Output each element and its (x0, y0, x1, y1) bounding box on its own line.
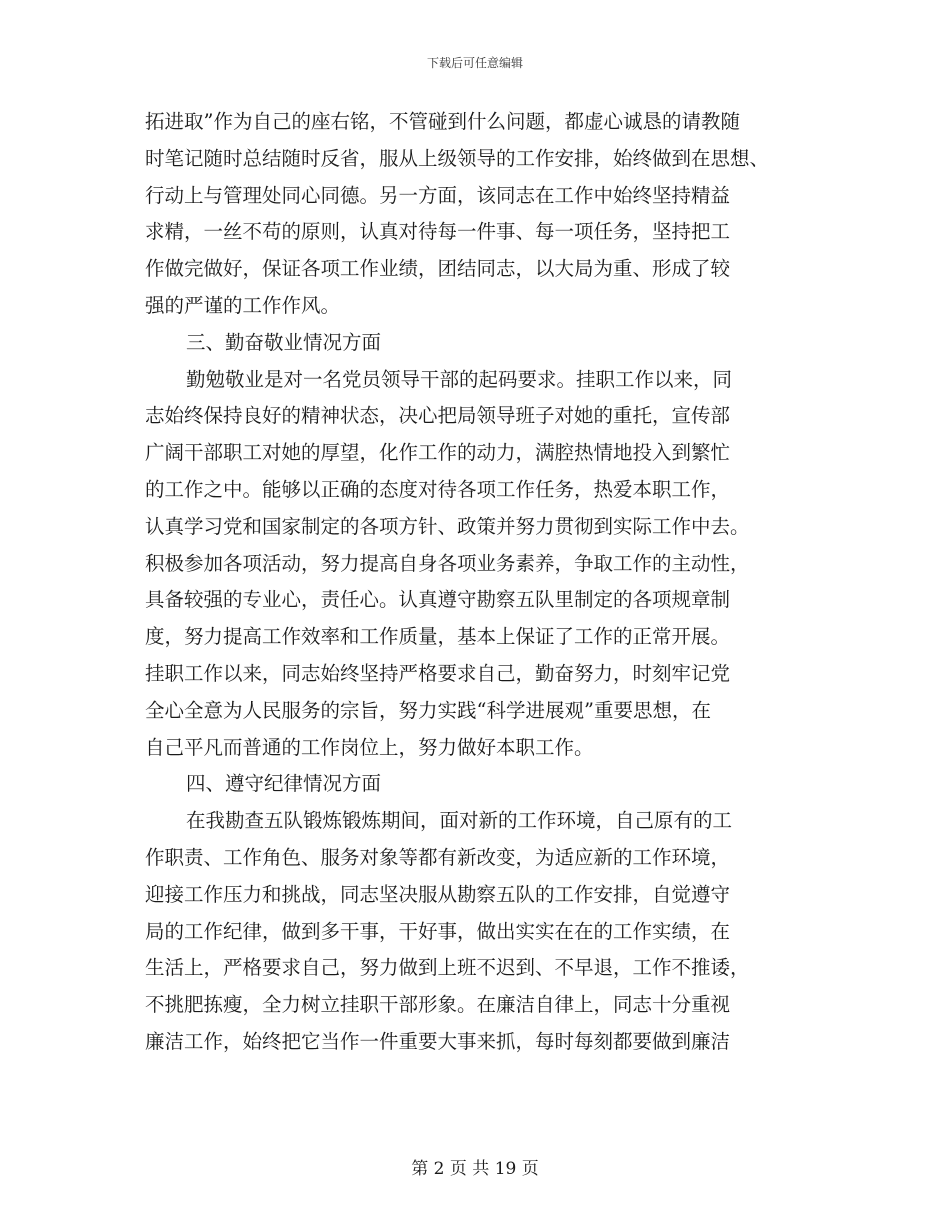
body-line: 认真学习党和国家制定的各项方针、政策并努力贯彻到实际工作中去。 (145, 514, 750, 538)
body-line: 行动上与管理处同心同德。另一方面，该同志在工作中始终坚持精益 (145, 183, 731, 207)
body-line: 不挑肥拣瘦，全力树立挂职干部形象。在廉洁自律上，同志十分重视 (145, 993, 731, 1017)
body-line: 强的严谨的工作作风。 (145, 293, 341, 317)
body-line: 局的工作纪律，做到多干事，干好事，做出实实在在的工作实绩，在 (145, 919, 731, 943)
body-line: 的工作之中。能够以正确的态度对待各项工作任务，热爱本职工作， (145, 477, 731, 501)
body-line: 具备较强的专业心，责任心。认真遵守勘察五队里制定的各项规章制 (145, 588, 731, 612)
body-line: 度，努力提高工作效率和工作质量，基本上保证了工作的正常开展。 (145, 625, 731, 649)
body-line: 拓进取”作为自己的座右铭，不管碰到什么问题，都虚心诚恳的请教随 (145, 110, 740, 133)
body-line: 志始终保持良好的精神状态，决心把局领导班子对她的重托，宣传部 (145, 404, 731, 428)
section-heading-discipline: 四、遵守纪律情况方面 (186, 772, 382, 796)
body-line: 在我勘查五队锻炼锻炼期间，面对新的工作环境，自己原有的工 (186, 809, 733, 833)
section-heading-diligence: 三、勤奋敬业情况方面 (186, 330, 382, 354)
body-line: 作做完做好，保证各项工作业绩，团结同志，以大局为重、形成了较 (145, 257, 731, 281)
body-line: 广阔干部职工对她的厚望，化作工作的动力，满腔热情地投入到繁忙 (145, 441, 731, 465)
body-line: 全心全意为人民服务的宗旨，努力实践“科学进展观”重要思想，在 (145, 698, 711, 722)
body-line: 廉洁工作，始终把它当作一件重要大事来抓，每时每刻都要做到廉洁 (145, 1029, 731, 1053)
body-line: 作职责、工作角色、服务对象等都有新改变，为适应新的工作环境， (145, 845, 731, 869)
body-line: 自己平凡而普通的工作岗位上，努力做好本职工作。 (145, 735, 594, 759)
body-line: 挂职工作以来，同志始终坚持严格要求自己，勤奋努力，时刻牢记党 (145, 661, 731, 685)
body-line: 勤勉敬业是对一名党员领导干部的起码要求。挂职工作以来，同 (186, 367, 733, 391)
body-line: 迎接工作压力和挑战，同志坚决服从勘察五队的工作安排，自觉遵守 (145, 882, 731, 906)
document-body (145, 104, 825, 1061)
body-line: 求精，一丝不苟的原则，认真对待每一件事、每一项任务，坚持把工 (145, 220, 731, 244)
body-line: 积极参加各项活动，努力提高自身各项业务素养，争取工作的主动性， (145, 551, 750, 575)
body-line: 生活上，严格要求自己，努力做到上班不迟到、不早退，工作不推诿， (145, 956, 750, 980)
body-line: 时笔记随时总结随时反省，服从上级领导的工作安排，始终做到在思想、 (145, 146, 770, 170)
page-header-note: 下载后可任意编辑 (426, 56, 523, 70)
page-number: 第 2 页 共 19 页 (411, 1159, 539, 1179)
